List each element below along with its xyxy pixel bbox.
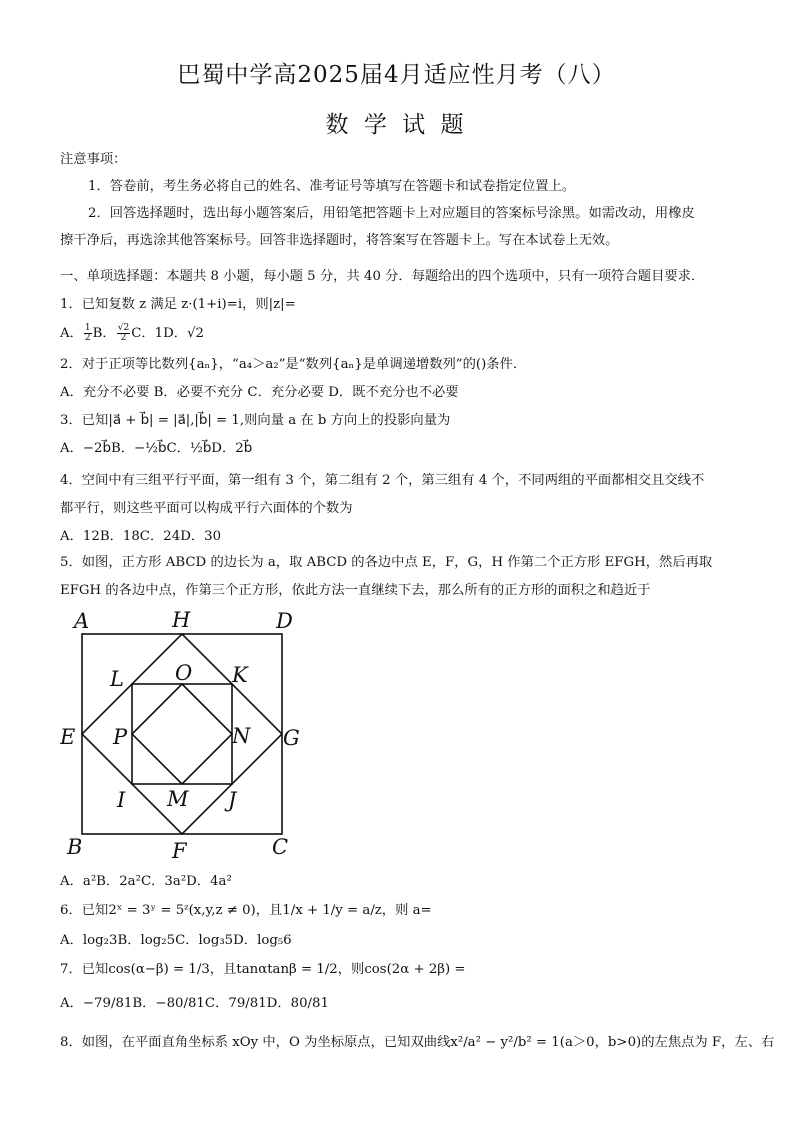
label-f: F (172, 839, 187, 863)
label-e: E (60, 725, 76, 749)
exam-subtitle: 数 学 试 题 (325, 112, 468, 138)
label-p: P (113, 725, 128, 749)
nested-squares-figure (60, 606, 310, 864)
note-item-1: 1．答卷前，考生务必将自己的姓名、准考证号等填写在答题卡和试卷指定位置上。 (88, 179, 576, 194)
q7-options: A．−79/81B．−80/81C．79/81D．80/81 (60, 996, 329, 1011)
label-j: J (228, 788, 237, 812)
label-i: I (117, 788, 126, 812)
label-g: G (283, 726, 300, 750)
notes-heading: 注意事项： (60, 152, 127, 167)
q1-option-a-fraction: $\frac{1}{2}$ (84, 323, 91, 343)
q2-options: A．充分不必要 B．必要不充分 C．充分必要 D．既不充分也不必要 (60, 385, 459, 400)
q4-options: A．12B．18C．24D．30 (60, 529, 222, 544)
q7-stem: 7．已知cos(α−β) = 1/3，且tanαtanβ = 1/2，则cos(2α + 2β) = (60, 962, 466, 977)
q5-options: A．a²B．2a²C．3a²D．4a² (60, 874, 232, 889)
q3-options: A．−2b⃗B．−½b⃗C．½b⃗D．2b⃗ (60, 441, 253, 456)
label-a: A (74, 609, 90, 633)
label-b: B (67, 835, 83, 859)
q8-stem: 8．如图，在平面直角坐标系 xOy 中，O 为坐标原点，已知双曲线x²/a² − y²/b² = 1(a＞0，b>0)的左焦点为 F，左、右 (60, 1035, 775, 1050)
label-m: M (167, 787, 189, 811)
label-h: H (172, 608, 191, 632)
label-d: D (276, 609, 293, 633)
label-o: O (175, 661, 193, 685)
q1-stem: 1．已知复数 z 满足 z·(1+i)=i，则|z|= (60, 297, 296, 312)
q6-options: A．log₂3B．log₂5C．log₃5D．log₅6 (60, 933, 292, 948)
q3-stem: 3．已知|a⃗ + b⃗| = |a⃗|,|b⃗| = 1,则向量 a 在 b 方向上的投影向量为 (60, 413, 451, 428)
label-l: L (110, 667, 124, 691)
label-c: C (272, 835, 289, 859)
q1-option-a-label: A． (60, 326, 83, 341)
label-k: K (232, 663, 248, 687)
q1-option-b-label: B． (92, 326, 116, 341)
q1-option-b-fraction: $\frac{√2}{2}$ (117, 323, 130, 343)
exam-title: 巴蜀中学高2025届4月适应性月考（八） (177, 62, 616, 88)
square-fourth (132, 684, 232, 784)
note-item-2-line-1: 2．回答选择题时，选出每小题答案后，用铅笔把答题卡上对应题目的答案标号涂黑。如需改动，用橡皮 (88, 206, 695, 221)
q5-line-2: EFGH 的各边中点，作第三个正方形，依此方法一直继续下去，那么所有的正方形的面积之和趋近于 (60, 583, 651, 598)
q2-stem: 2．对于正项等比数列{aₙ}，“a₄＞a₂”是“数列{aₙ}是单调递增数列”的()条件． (60, 357, 527, 372)
square-third (132, 684, 232, 784)
q4-line-1: 4．空间中有三组平行平面，第一组有 3 个，第二组有 2 个，第三组有 4 个，不同两组的平面都相交且交线不 (60, 473, 705, 488)
section-heading: 一、单项选择题：本题共 8 小题，每小题 5 分，共 40 分．每题给出的四个选项中，只有一项符合题目要求． (60, 269, 705, 284)
q4-line-2: 都平行，则这些平面可以构成平行六面体的个数为 (60, 501, 353, 516)
q6-stem: 6．已知2ˣ = 3ʸ = 5ᶻ(x,y,z ≠ 0)，且1/x + 1/y = a/z，则 a= (60, 903, 432, 918)
q1-option-cd: C．1D．√2 (131, 326, 205, 341)
note-item-2-line-2: 擦干净后，再选涂其他答案标号。回答非选择题时，将答案写在答题卡上。写在本试卷上无效。 (60, 233, 619, 248)
label-n: N (232, 724, 251, 748)
q5-line-1: 5．如图，正方形 ABCD 的边长为 a，取 ABCD 的各边中点 E，F，G，H 作第二个正方形 EFGH，然后再取 (60, 555, 713, 570)
q1-options (60, 324, 740, 343)
